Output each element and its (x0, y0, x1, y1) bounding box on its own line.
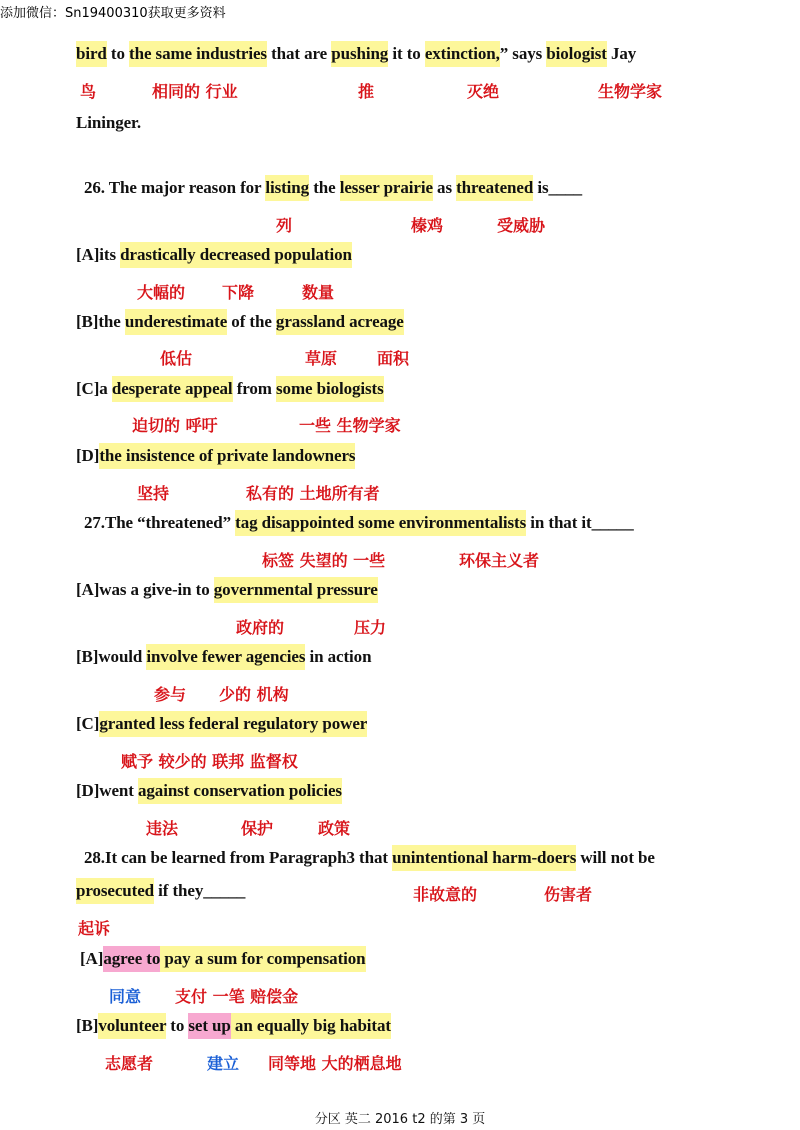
text-segment: [C] (76, 714, 100, 733)
text-segment: Jay (606, 44, 637, 63)
gloss: 受威胁 (497, 216, 546, 235)
highlighted-text: pushing (331, 41, 388, 67)
gloss: 私有的 土地所有者 (246, 484, 380, 503)
highlighted-text: governmental pressure (214, 577, 378, 603)
gloss: 一些 生物学家 (299, 416, 401, 435)
gloss: 推 (358, 82, 375, 101)
text-segment: will not be (576, 848, 655, 867)
text-segment: 26. The major reason for (84, 178, 266, 197)
highlighted-text: biologist (546, 41, 607, 67)
text-segment: [D]went (76, 781, 138, 800)
gloss: 列 (276, 216, 293, 235)
gloss: 相同的 行业 (152, 82, 238, 101)
header-note: 添加微信：Sn19400310获取更多资料 (0, 6, 226, 21)
gloss: 面积 (377, 349, 410, 368)
text-segment: [A]was a give-in to (76, 580, 214, 599)
text-segment: to (106, 44, 130, 63)
option-26-a (76, 245, 352, 265)
highlighted-text: desperate appeal (112, 376, 233, 402)
text-segment: to (166, 1016, 189, 1035)
gloss: 同等地 大的栖息地 (268, 1054, 402, 1073)
option-26-b (76, 312, 404, 332)
gloss: 参与 (154, 685, 187, 704)
highlighted-text: tag disappointed some environmentalists (235, 510, 526, 536)
text-segment: [D] (76, 446, 100, 465)
question-26 (84, 178, 582, 198)
text-segment: from (232, 379, 277, 398)
highlighted-text: granted less federal regulatory power (99, 711, 367, 737)
gloss: 赋予 较少的 联邦 监督权 (121, 752, 298, 771)
gloss: 下降 (222, 283, 255, 302)
option-27-a (76, 580, 378, 600)
highlighted-text: volunteer (98, 1013, 166, 1039)
text-segment: in that it_____ (526, 513, 634, 532)
gloss: 同意 (109, 987, 142, 1006)
text-segment: ” says (499, 44, 547, 63)
text-segment: [A] (80, 949, 104, 968)
text-segment: it to (388, 44, 425, 63)
text-segment: as (432, 178, 457, 197)
gloss: 草原 (305, 349, 338, 368)
gloss: 政策 (318, 819, 351, 838)
gloss: 大幅的 (137, 283, 186, 302)
highlighted-text: underestimate (125, 309, 227, 335)
highlighted-text: an equally big habitat (231, 1013, 391, 1039)
gloss: 鸟 (80, 82, 97, 101)
highlighted-text: against conservation policies (138, 778, 342, 804)
text-segment: if they_____ (154, 881, 246, 900)
gloss: 政府的 (236, 618, 285, 637)
option-27-d (76, 781, 342, 801)
gloss: 保护 (241, 819, 274, 838)
gloss: 标签 失望的 一些 (262, 551, 386, 570)
gloss: 环保主义者 (459, 551, 540, 570)
text-line (76, 113, 141, 133)
text-segment: 27.The “threatened” (84, 513, 236, 532)
highlighted-text: extinction, (425, 41, 500, 67)
gloss: 数量 (302, 283, 335, 302)
pink-highlight-text: agree to (103, 946, 160, 972)
highlighted-text: involve fewer agencies (146, 644, 305, 670)
pink-highlight-text: set up (188, 1013, 230, 1039)
gloss: 榛鸡 (411, 216, 444, 235)
text-segment: [B]the (76, 312, 125, 331)
gloss: 低估 (160, 349, 193, 368)
highlighted-text: lesser prairie (340, 175, 433, 201)
gloss: 坚持 (137, 484, 170, 503)
highlighted-text: listing (265, 175, 309, 201)
gloss: 非故意的 (413, 885, 478, 904)
text-segment: [B] (76, 1016, 99, 1035)
highlighted-text: some biologists (276, 376, 384, 402)
highlighted-text: threatened (456, 175, 533, 201)
gloss: 建立 (207, 1054, 240, 1073)
text-segment: of the (227, 312, 276, 331)
option-27-b (76, 647, 371, 667)
text-segment: [A]its (76, 245, 121, 264)
gloss: 支付 一笔 赔偿金 (175, 987, 299, 1006)
gloss: 压力 (354, 618, 387, 637)
highlighted-text: unintentional harm-doers (392, 845, 576, 871)
gloss: 志愿者 (105, 1054, 154, 1073)
gloss: 起诉 (78, 919, 111, 938)
highlighted-text: grassland acreage (276, 309, 404, 335)
text-segment: that are (266, 44, 332, 63)
question-28 (84, 848, 655, 868)
highlighted-text: prosecuted (76, 878, 154, 904)
text-segment: Lininger. (76, 113, 142, 132)
option-28-b (76, 1016, 391, 1036)
highlighted-text: pay a sum for compensation (160, 946, 365, 972)
gloss: 迫切的 呼吁 (132, 416, 218, 435)
gloss: 少的 机构 (219, 685, 289, 704)
page-footer: 分区 英二 2016 t2 的第 3 页 (314, 1112, 486, 1127)
gloss: 生物学家 (598, 82, 663, 101)
gloss: 伤害者 (544, 885, 593, 904)
highlighted-text: the same industries (129, 41, 267, 67)
option-26-c (76, 379, 384, 399)
gloss: 违法 (146, 819, 179, 838)
highlighted-text: drastically decreased population (120, 242, 352, 268)
text-line (76, 44, 636, 64)
text-segment: [C]a (76, 379, 112, 398)
text-segment: 28.It can be learned from Paragraph3 that (84, 848, 393, 867)
text-segment: in action (305, 647, 372, 666)
question-27 (84, 513, 634, 533)
option-27-c (76, 714, 367, 734)
gloss: 灭绝 (467, 82, 500, 101)
text-segment: [B]would (76, 647, 147, 666)
highlighted-text: the insistence of private landowners (99, 443, 355, 469)
question-28-cont (76, 881, 245, 901)
highlighted-text: bird (76, 41, 107, 67)
text-segment: is____ (533, 178, 583, 197)
text-segment: the (309, 178, 340, 197)
option-26-d (76, 446, 355, 466)
option-28-a (80, 949, 366, 969)
